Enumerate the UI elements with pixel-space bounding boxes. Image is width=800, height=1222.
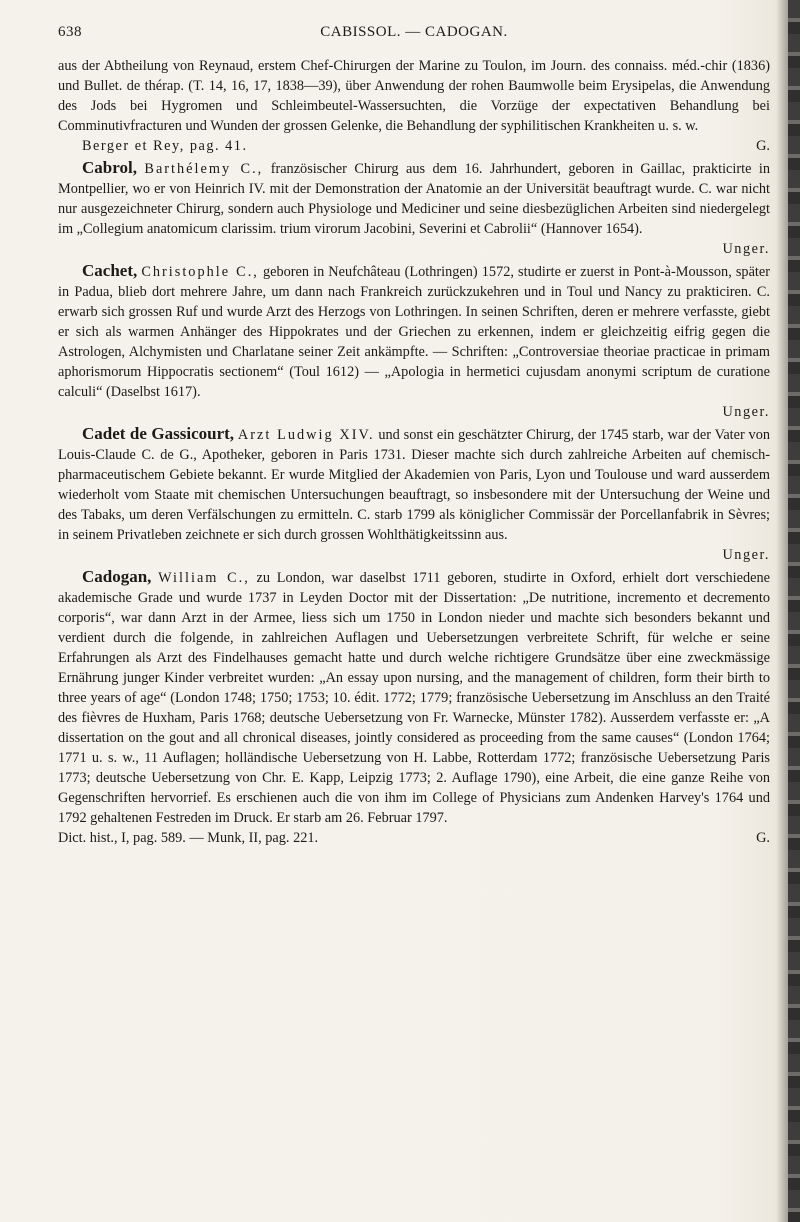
intro-signature-line xyxy=(58,136,770,156)
entry-text: und sonst ein geschätzter Chirurg, der 1745 starb, war der Vater von Louis-Claude C. de G., Apotheker, geboren in Paris 1731. Dieser machte sich durch zahlreiche Arbeiten auf chemisch-pharmaceutischem Gebiete bekannt. Er wurde Mitglied der Akademien von Paris, Lyon und Toulouse und ward ausserdem wiederholt vom Staate mit chemischen Untersuchungen beauftragt, so insbesondere mit der Untersuchung der Weine und des Tabaks, um deren Verfälschungen zu ermitteln. C. starb 1799 als königlicher Commissär der Porcellanfabrik in Sèvres; in seinem Privatleben zeichnete er sich durch grossen Wohlthätigkeitssinn aus. xyxy=(58,427,771,543)
entry-signature: Unger. xyxy=(722,547,770,563)
entry-forename: Arzt Ludwig XIV. xyxy=(237,427,375,443)
entry-headword: Cabrol, xyxy=(82,158,137,177)
running-head: CABISSOL. — CADOGAN. xyxy=(320,24,508,40)
entry-signature: Unger. xyxy=(722,404,770,420)
entry-cachet xyxy=(58,261,770,402)
entry-cadogan xyxy=(58,567,770,828)
intro-source: Berger et Rey, pag. 41. xyxy=(82,138,248,154)
entry-text: zu London, war daselbst 1711 geboren, studirte in Oxford, erhielt dort verschiedene akademische Grade und wurde 1737 in Leyden Doctor mit der Dissertation: „De nutritione, incremento et decremento corporis“, war dann Arzt in der Armee, liess sich um 1750 in London nieder und machte sich besonders bekannt und verdient durch die folgende, in zahlreichen Auflagen und Uebersetzungen verbreitete Schrift, für welche er seine Erfahrungen als Arzt des Findelhauses gemacht hatte und durch welche richtigere Grundsätze über eine zweckmässige Ernährung junger Kinder verbreitet wurden: „An essay upon nursing, and the management of children, form their birth to three years of age“ (London 1748; 1750; 1753; 10. édit. 1772; 1779; französische Uebersetzung im Anschluss an den Traité des fièvres de Huxham, Paris 1768; deutsche Uebersetzung von Fr. Warnecke, Münster 1782). Ausserdem verfasste er: „A dissertation on the gout and all chronical diseases, jointly considered as proceeding from the same causes“ (London 1764; 1771 u. s. w., 11 Auflagen; holländische Uebersetzung von H. Labbe, Rotterdam 1772; französische Uebersetzung Paris 1773; deutsche Uebersetzung von Chr. E. Kapp, Leipzig 1773; 2. Auflage 1790), eine Arbeit, die eine ganze Reihe von Gegenschriften hervorrief. Es erschienen auch die von ihm im College of Physicians zum Andenken Harvey's 1764 und 1792 gehaltenen Festreden im Druck. Er starb am 26. Februar 1797. xyxy=(58,570,770,826)
page-header xyxy=(58,24,770,42)
page-edge-shadow xyxy=(788,0,800,1222)
entry-forename: William C., xyxy=(158,570,250,586)
entry-headword: Cachet, xyxy=(82,261,138,280)
entry-signature: Unger. xyxy=(722,241,770,257)
entry-headword: Cadet de Gassicourt, xyxy=(82,424,235,443)
entry-text: französischer Chirurg aus dem 16. Jahrhundert, geboren in Gaillac, prakticirte in Montpellier, wo er von Heinrich IV. mit der Demonstration der Anatomie an der Universität beauftragt wurde. C. war nicht nur ausgezeichneter Chirurg, sondern auch Physiologe und Mediciner und seine diesbezüglichen Arbeiten sind niedergelegt im „Collegium anatomicum clarissim. trium virorum Jacobini, Severini et Cabrolii“ (Hannover 1654). xyxy=(58,161,771,237)
page-number: 638 xyxy=(58,24,82,40)
entry-references: Dict. hist., I, pag. 589. — Munk, II, pag. 221. xyxy=(58,830,319,846)
entry-headword: Cadogan, xyxy=(82,567,152,586)
entry-references-line xyxy=(58,828,770,848)
intro-paragraph: aus der Abtheilung von Reynaud, erstem Chef-Chirurgen der Marine zu Toulon, im Journ. des connaiss. méd.-chir (1836) und Bullet. de thérap. (T. 14, 16, 17, 1838—39), über Anwendung der rohen Baumwolle beim Erysipelas, die Anwendung des Jods bei Hygromen und Schleimbeutel-Wassersuchten, die Vorzüge der expectativen Behandlung bei Comminutivfracturen und Wunden der grossen Gelenke, die Behandlung der syphilitischen Krankheiten u. s. w. xyxy=(58,58,770,134)
intro-signature: G. xyxy=(756,138,770,154)
entry-cabrol xyxy=(58,158,770,239)
entry-text: geboren in Neufchâteau (Lothringen) 1572, studirte er zuerst in Pont-à-Mousson, später in Padua, blieb dort mehrere Jahre, um dann nach Frankreich zurückzukehren und in Toul und Nancy zu prakticiren. C. erwarb sich grossen Ruf und wurde Arzt des Herzogs von Lothringen. In seinen Schriften, deren er mehrere verfasste, giebt er sich als warmen Anhänger des Hippokrates und der Griechen zu erkennen, indem er gleichzeitig eifrig gegen die Astrologen, Alchymisten und Charlatane seiner Zeit ankämpfte. — Schriften: „Controversiae theoriae practicae in primam aphorismorum Hippocratis sectionem“ (Toul 1612) — „Apologia in hermetici cujusdam anonymi scriptum de curatione calculi“ (Daselbst 1617). xyxy=(58,264,771,400)
article-text xyxy=(58,56,770,848)
entry-cadet-de-gassicourt xyxy=(58,424,770,545)
entry-forename: Barthélemy C., xyxy=(144,161,264,177)
entry-forename: Christophle C., xyxy=(141,264,259,280)
entry-signature: G. xyxy=(756,830,770,846)
